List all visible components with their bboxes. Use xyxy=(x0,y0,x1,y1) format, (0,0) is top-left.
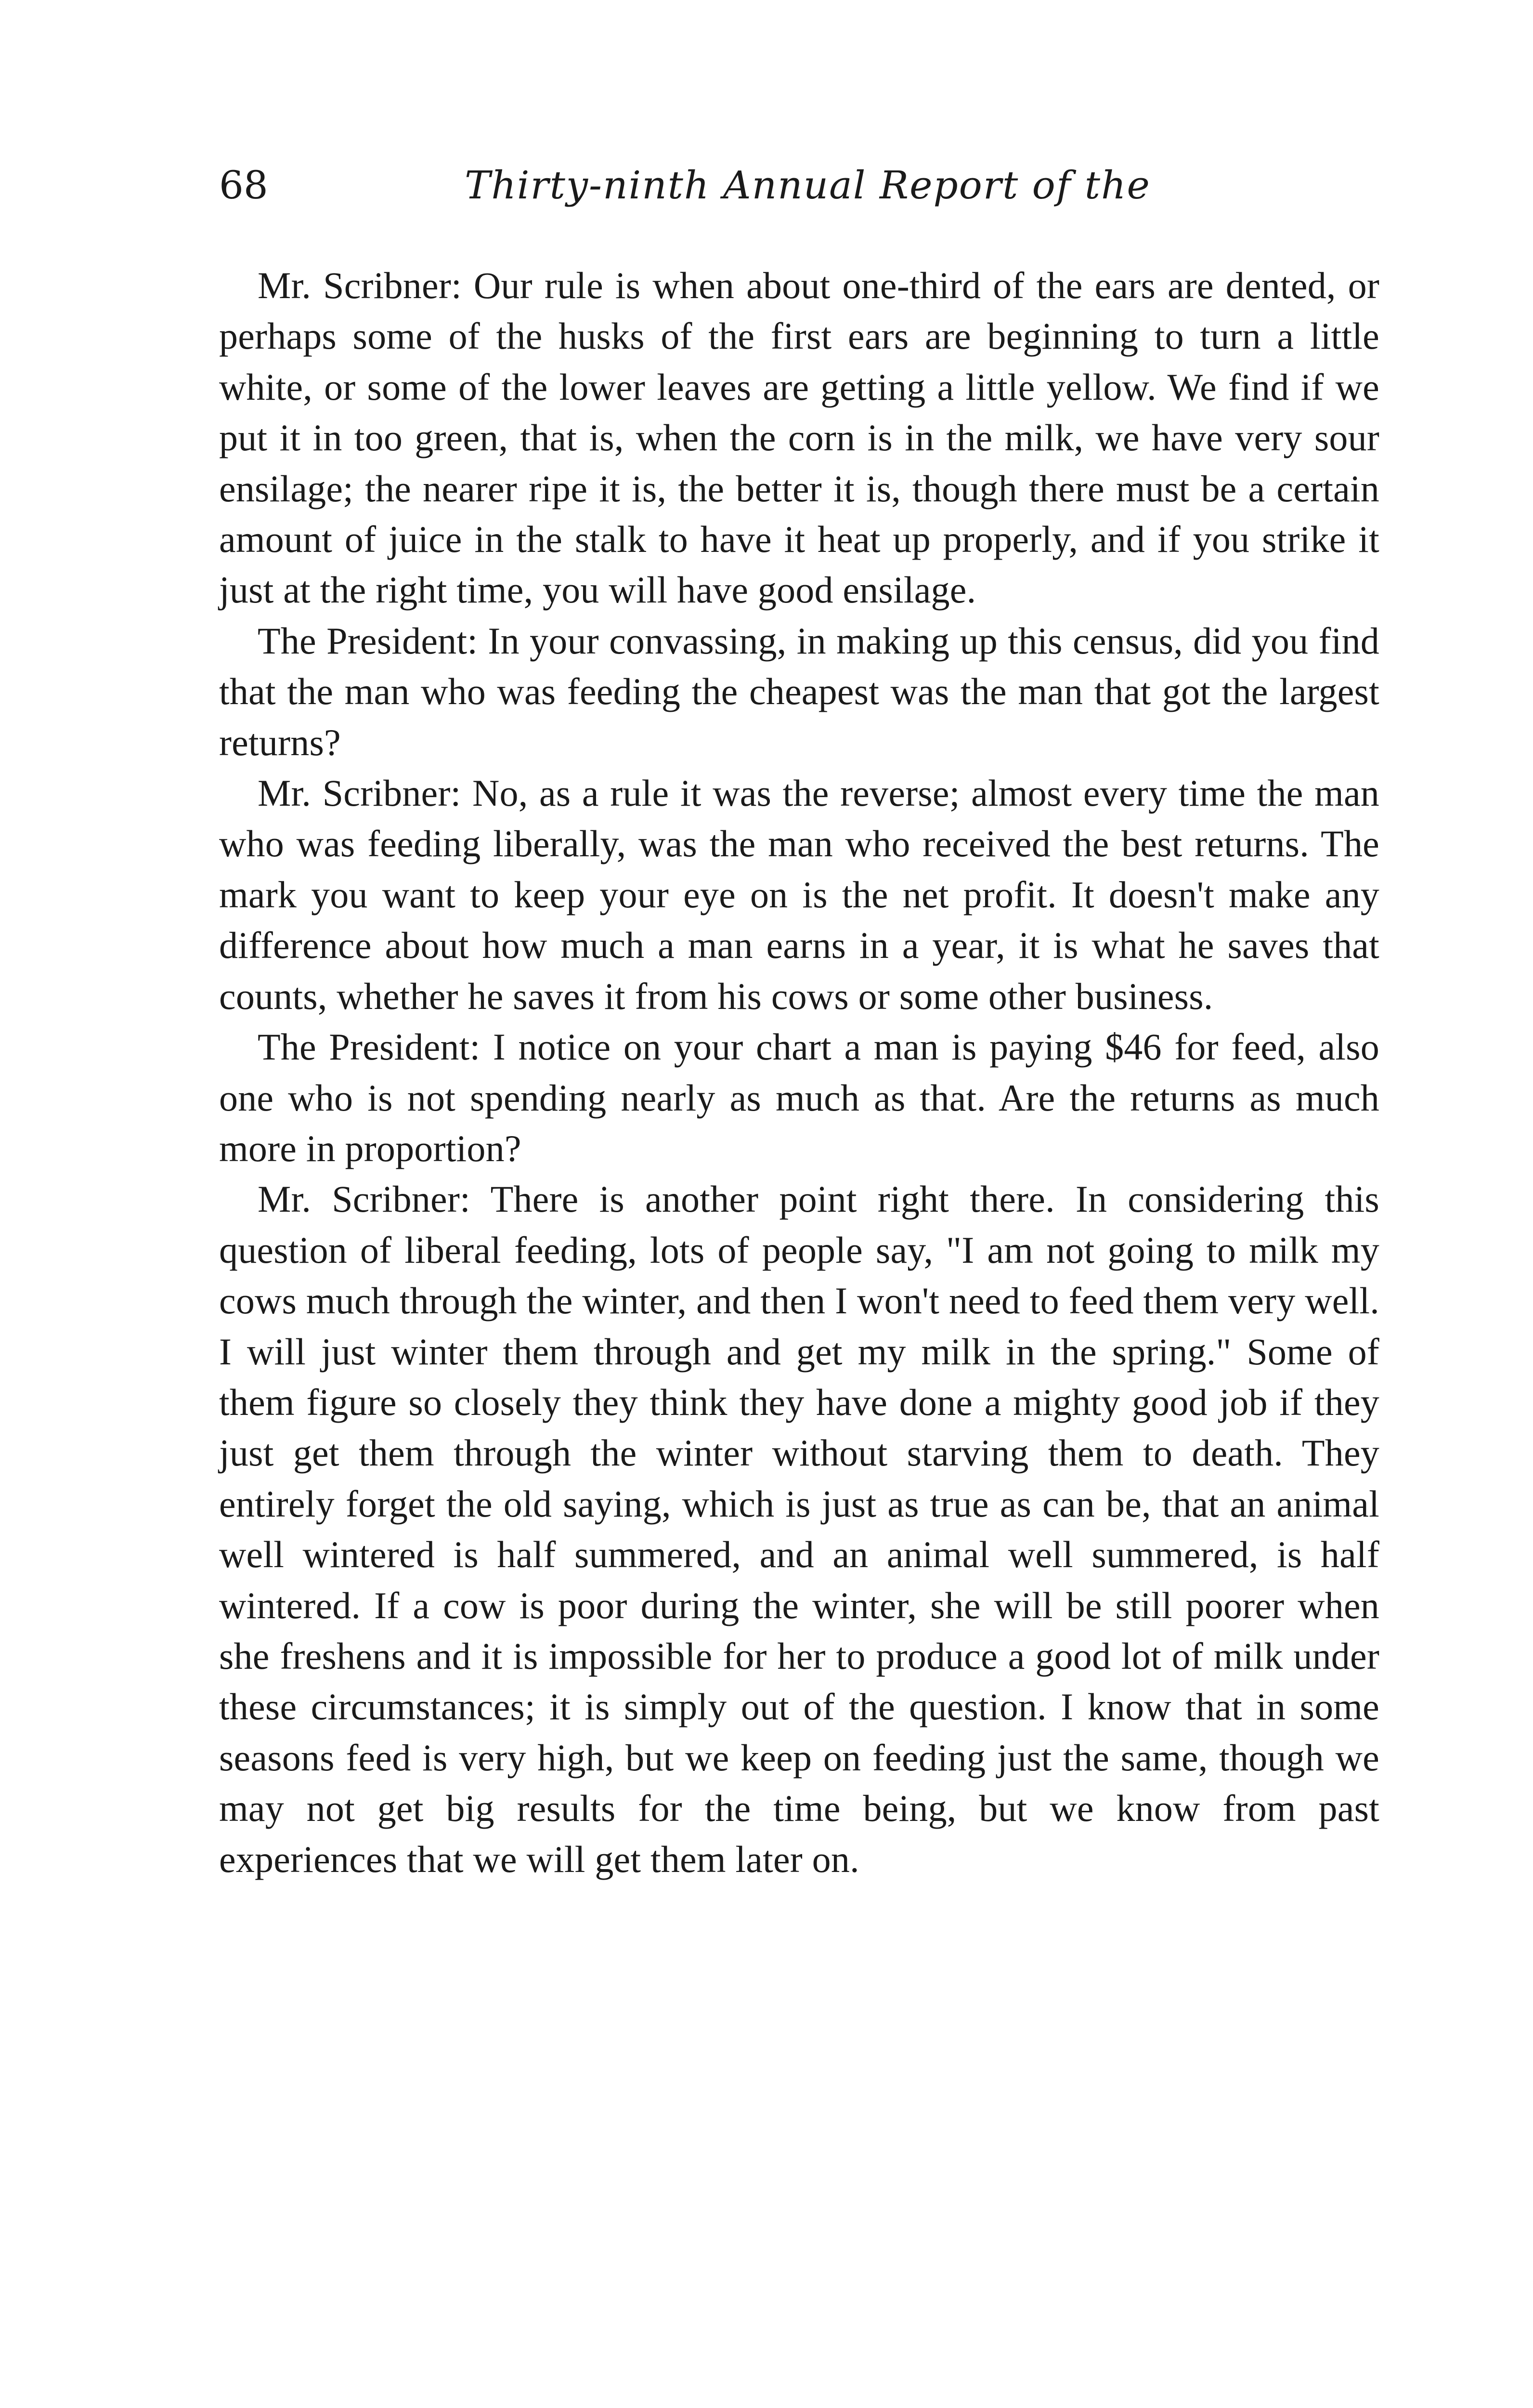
paragraph-president-canvassing: The President: In your convassing, in making up this census, did you find that the man who was feeding the cheapest was the man that got the largest returns? xyxy=(219,619,1379,763)
page-number: 68 xyxy=(219,163,268,208)
paragraph-scribner-ensilage: Mr. Scribner: Our rule is when about one-third of the ears are dented, or perhaps some of the husks of the first ears are beginning to turn a little white, or some of the lower leaves are getting a little yellow. We find if we put it in too green, that is, when the corn is in the milk, we have very sour ensilage; the nearer ripe it is, the better it is, though there must be a certain amount of juice in the stalk to have it heat up properly, and if you strike it just at the right time, you will have good ensilage. xyxy=(219,264,1379,611)
running-title: Thirty-ninth Annual Report of the xyxy=(465,163,1151,208)
body-text xyxy=(219,260,1379,1885)
running-header xyxy=(219,159,1379,212)
paragraph-president-chart: The President: I notice on your chart a man is paying $46 for feed, also one who is not spending nearly as much as that. Are the returns as much more in proportion? xyxy=(219,1026,1379,1169)
paragraph-scribner-liberal-feeding: Mr. Scribner: There is another point right there. In considering this question of liberal feeding, lots of people say, "I am not going to milk my cows much through the winter, and then I won't need to feed them very well. I will just winter them through and get my milk in the spring." Some of them figure so closely they think they have done a mighty good job if they just get them through the winter without starving them to death. They entirely forget the old saying, which is just as true as can be, that an animal well wintered is half summered, and an animal well summered, is half wintered. If a cow is poor during the winter, she will be still poorer when she freshens and it is impossible for her to produce a good lot of milk under these circumstances; it is simply out of the question. I know that in some seasons feed is very high, but we keep on feeding just the same, though we may not get big results for the time being, but we know from past experiences that we will get them later on. xyxy=(219,1178,1379,1880)
paragraph-scribner-net-profit: Mr. Scribner: No, as a rule it was the reverse; almost every time the man who was feeding liberally, was the man who received the best returns. The mark you want to keep your eye on is the net profit. It doesn't make any difference about how much a man earns in a year, it is what he saves that counts, whether he saves it from his cows or some other business. xyxy=(219,772,1379,1017)
